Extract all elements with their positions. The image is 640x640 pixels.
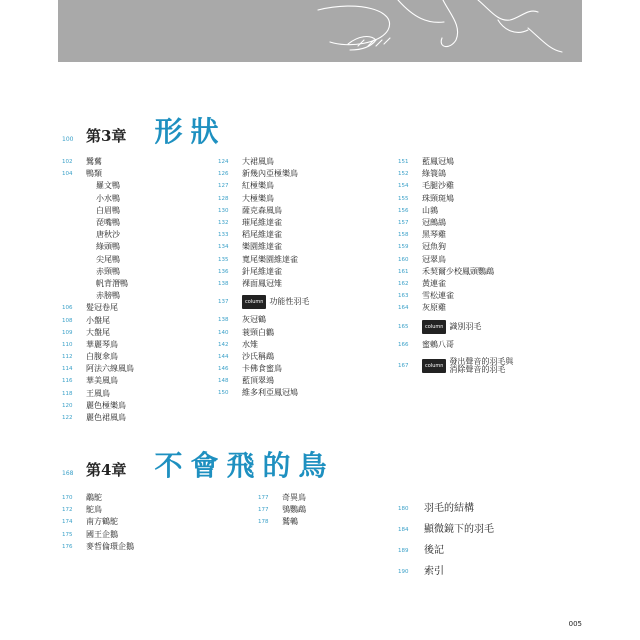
toc-entry-title: 藍鳳冠鳩 <box>422 157 454 167</box>
toc-entry <box>218 278 378 290</box>
toc-page-number: 190 <box>398 568 409 575</box>
toc-entry <box>398 266 578 278</box>
toc-entry <box>218 375 378 387</box>
toc-entry-title: 國王企鵝 <box>86 529 118 539</box>
chapter-3-column-2 <box>218 156 378 400</box>
toc-entry-title: 識別羽毛 <box>449 321 482 331</box>
toc-entry <box>218 326 378 338</box>
toc-entry <box>62 516 212 528</box>
toc-entry-title: 鷸鴕 <box>86 493 102 503</box>
toc-entry <box>218 156 378 168</box>
toc-entry <box>62 351 212 363</box>
toc-page-number: 134 <box>218 244 229 251</box>
toc-entry <box>398 180 578 192</box>
toc-entry-title: 鴨類 <box>86 169 102 179</box>
toc-entry-title: 藍頂翠鴗 <box>242 376 274 386</box>
chapter-label: 第4章 <box>86 461 127 479</box>
toc-page-number: 126 <box>218 171 229 178</box>
toc-entry-title: 白腹傘鳥 <box>86 352 118 362</box>
toc-entry-title: 水雉 <box>242 339 258 349</box>
toc-entry-title: 毛腿沙雞 <box>422 181 454 191</box>
toc-page-number: 178 <box>258 519 269 526</box>
toc-entry-title-line-2: 消除聲音的羽毛 <box>449 364 506 374</box>
toc-entry-title: 後記 <box>424 544 444 556</box>
toc-page-number: 120 <box>62 402 73 409</box>
toc-page-number: 128 <box>218 195 229 202</box>
toc-entry <box>398 205 578 217</box>
toc-entry <box>398 254 578 266</box>
toc-entry <box>62 541 212 553</box>
toc-page-number: 109 <box>62 329 73 336</box>
toc-entry-title: 鷺鶿 <box>86 157 102 167</box>
toc-page-number: 138 <box>218 317 229 324</box>
toc-entry <box>218 363 378 375</box>
toc-entry <box>398 290 578 302</box>
chapter-title: 形狀 <box>154 115 227 148</box>
toc-entry-title: 璀尾維達雀 <box>242 218 282 228</box>
toc-page-number: 161 <box>398 268 409 275</box>
toc-entry <box>398 519 578 540</box>
toc-page-number: 184 <box>398 526 409 533</box>
toc-page-number: 150 <box>218 390 229 397</box>
toc-entry <box>218 180 378 192</box>
toc-entry-title: 沙氏稱鵡 <box>242 351 274 361</box>
toc-entry <box>62 193 212 205</box>
toc-entry-title: 山鶉 <box>422 205 438 215</box>
toc-page-number: 165 <box>398 323 409 330</box>
toc-entry <box>62 412 212 424</box>
toc-entry-title: 裸面鳳冠雉 <box>242 278 282 288</box>
chapter-label: 第3章 <box>86 127 127 145</box>
toc-page-number: 116 <box>62 378 73 385</box>
toc-entry-title: 樂園維達雀 <box>242 242 282 252</box>
toc-page-number: 176 <box>62 543 73 550</box>
chapter-3-column-1 <box>62 156 212 424</box>
chapter-page-number: 168 <box>62 470 74 477</box>
toc-entry-title: 灰原雞 <box>422 303 446 313</box>
toc-entry-title: 黃連雀 <box>422 278 446 288</box>
toc-entry <box>62 278 212 290</box>
toc-entry-title: 白眉鴨 <box>96 205 120 215</box>
toc-entry-title: 鴕鳥 <box>86 505 102 515</box>
toc-entry-title: 鴞鸚鵡 <box>282 505 306 515</box>
toc-entry <box>62 327 212 339</box>
chapter-page-number: 100 <box>62 136 74 143</box>
toc-page-number: 189 <box>398 547 409 554</box>
toc-entry <box>218 339 378 351</box>
page-folio: 005 <box>568 620 582 628</box>
toc-entry <box>258 504 378 516</box>
toc-entry-title: 唐秋沙 <box>96 230 120 240</box>
toc-entry-title: 奇異鳥 <box>282 493 306 503</box>
toc-entry <box>398 320 578 332</box>
toc-entry <box>62 388 212 400</box>
chapter-4-column-2 <box>258 492 378 529</box>
toc-entry-title: 珠頸斑鳩 <box>422 193 454 203</box>
toc-entry-title: 南方鶴鴕 <box>86 517 118 527</box>
column-badge: column <box>422 320 446 334</box>
toc-page-number: 124 <box>218 159 229 166</box>
toc-entry-title: 雪松連雀 <box>422 291 454 301</box>
toc-entry-title: 大盤尾 <box>86 327 110 337</box>
toc-entry <box>62 400 212 412</box>
toc-entry <box>62 180 212 192</box>
toc-entry <box>218 296 378 308</box>
toc-entry-title: 赤膀鴨 <box>96 291 120 301</box>
toc-entry <box>62 302 212 314</box>
toc-entry <box>62 254 212 266</box>
toc-page-number: 140 <box>218 329 229 336</box>
toc-page-number: 146 <box>218 366 229 373</box>
toc-entry-title: 大極樂鳥 <box>242 193 274 203</box>
toc-entry-title: 維多利亞鳳冠鳩 <box>242 388 298 398</box>
toc-page-number: 130 <box>218 207 229 214</box>
toc-entry-title: 阿法六線風鳥 <box>86 364 134 374</box>
chapter-4-heading <box>62 444 334 484</box>
toc-entry-title: 小水鴨 <box>96 193 120 203</box>
toc-page-number: 110 <box>62 341 73 348</box>
toc-page-number: 172 <box>62 507 73 514</box>
toc-page-number: 142 <box>218 341 229 348</box>
toc-entry <box>218 351 378 363</box>
toc-entry-title: 禾契爾少校鳳頭鸚鵡 <box>422 266 494 276</box>
toc-entry <box>218 387 378 399</box>
toc-entry <box>258 516 378 528</box>
toc-entry-title: 薩克森風鳥 <box>242 205 282 215</box>
toc-page-number: 177 <box>258 495 269 502</box>
toc-entry-title: 王風鳥 <box>86 388 110 398</box>
toc-page-number: 159 <box>398 244 409 251</box>
toc-entry-title: 冠魚狗 <box>422 242 446 252</box>
toc-entry <box>62 229 212 241</box>
toc-entry-title: 灰冠鶴 <box>242 315 266 325</box>
toc-page-number: 118 <box>62 390 73 397</box>
column-badge: column <box>422 359 446 373</box>
toc-entry-title: 冠翠鳥 <box>422 254 446 264</box>
toc-entry-title: 黑琴雞 <box>422 230 446 240</box>
toc-page-number: 138 <box>218 280 229 287</box>
toc-entry <box>398 357 578 375</box>
toc-entry-title: 冠鷓鴣 <box>422 218 446 228</box>
toc-page-number: 102 <box>62 159 73 166</box>
toc-entry-title: 尖尾鴨 <box>96 254 120 264</box>
toc-entry <box>218 254 378 266</box>
toc-page-number: 166 <box>398 341 409 348</box>
toc-entry-title: 新幾內亞極樂鳥 <box>242 169 298 179</box>
toc-page-number: 135 <box>218 256 229 263</box>
toc-page-number: 112 <box>62 354 73 361</box>
toc-entry <box>62 241 212 253</box>
toc-entry <box>62 363 212 375</box>
toc-entry-title: 華麗琴鳥 <box>86 339 118 349</box>
toc-page-number: 122 <box>62 415 73 422</box>
toc-page-number: 157 <box>398 220 409 227</box>
toc-entry <box>62 492 212 504</box>
toc-page-number: 151 <box>398 159 409 166</box>
toc-entry <box>62 205 212 217</box>
toc-page-number: 167 <box>398 362 409 369</box>
toc-entry <box>218 266 378 278</box>
toc-page-number: 154 <box>398 183 409 190</box>
toc-entry <box>218 193 378 205</box>
bird-sketch-illustration <box>58 0 582 62</box>
toc-entry-title: 琵嘴鴨 <box>96 218 120 228</box>
toc-entry-title: 稻尾維達雀 <box>242 230 282 240</box>
toc-entry <box>218 229 378 241</box>
toc-entry-title: 寬尾樂園維達雀 <box>242 254 298 264</box>
toc-entry <box>398 540 578 561</box>
toc-entry-title: 麥哲倫環企鵝 <box>86 541 134 551</box>
toc-entry-title: 鷲鵪 <box>282 517 298 527</box>
toc-entry-title: 羅文鴨 <box>96 181 120 191</box>
toc-page-number: 164 <box>398 305 409 312</box>
toc-page-number: 108 <box>62 317 73 324</box>
toc-page-number: 162 <box>398 280 409 287</box>
toc-page-number: 114 <box>62 366 73 373</box>
toc-entry-title: 帆背潛鴨 <box>96 278 128 288</box>
toc-entry <box>62 168 212 180</box>
header-illustration-banner <box>58 0 582 62</box>
toc-entry-title: 功能性羽毛 <box>269 297 310 307</box>
toc-page-number: 170 <box>62 495 73 502</box>
toc-page-number: 106 <box>62 305 73 312</box>
toc-entry <box>218 241 378 253</box>
toc-page-number: 144 <box>218 353 229 360</box>
toc-entry <box>218 217 378 229</box>
toc-entry-title: 小盤尾 <box>86 315 110 325</box>
toc-entry <box>398 193 578 205</box>
toc-entry <box>398 168 578 180</box>
toc-entry-title: 發出聲音的羽毛與 <box>449 356 514 366</box>
chapter-3-heading <box>62 110 226 150</box>
chapter-title: 不會飛的鳥 <box>154 449 335 482</box>
toc-entry <box>398 217 578 229</box>
toc-entry <box>398 229 578 241</box>
toc-entry <box>398 302 578 314</box>
toc-page-number: 177 <box>258 507 269 514</box>
toc-entry <box>62 504 212 516</box>
toc-page-number: 174 <box>62 519 73 526</box>
toc-entry-title: 髮冠卷尾 <box>86 303 118 313</box>
column-badge: column <box>242 295 266 309</box>
toc-entry-title: 卡佛食蜜鳥 <box>242 364 282 374</box>
toc-entry <box>218 205 378 217</box>
toc-entry <box>62 290 212 302</box>
toc-page-number: 133 <box>218 232 229 239</box>
toc-page-number: 137 <box>218 299 229 306</box>
toc-page-number: 156 <box>398 207 409 214</box>
toc-entry-title: 赤頸鴨 <box>96 266 120 276</box>
table-of-contents <box>58 62 582 640</box>
toc-page-number: 155 <box>398 195 409 202</box>
toc-entry <box>218 168 378 180</box>
toc-page-number: 175 <box>62 531 73 538</box>
toc-entry <box>62 529 212 541</box>
toc-entry-title: 綠頭鴨 <box>96 242 120 252</box>
toc-entry <box>398 156 578 168</box>
toc-entry <box>62 375 212 387</box>
toc-page-number: 127 <box>218 183 229 190</box>
toc-entry <box>398 339 578 351</box>
toc-entry-title: 紅極樂鳥 <box>242 181 274 191</box>
chapter-4-column-1 <box>62 492 212 553</box>
toc-entry-title: 華美風鳥 <box>86 376 118 386</box>
toc-page-number: 163 <box>398 293 409 300</box>
toc-entry <box>398 498 578 519</box>
toc-page-number: 152 <box>398 171 409 178</box>
toc-entry <box>258 492 378 504</box>
toc-entry-title: 蓑頸白鸛 <box>242 327 274 337</box>
toc-entry <box>62 217 212 229</box>
toc-entry-title: 麗色極樂鳥 <box>86 400 126 410</box>
toc-entry-title: 羽毛的結構 <box>424 502 474 514</box>
toc-entry-title: 蜜鶇八哥 <box>422 339 454 349</box>
toc-entry-title: 索引 <box>424 565 444 577</box>
toc-entry <box>62 314 212 326</box>
toc-entry <box>62 266 212 278</box>
toc-entry-title: 大裙風鳥 <box>242 157 274 167</box>
chapter-3-column-3 <box>398 156 578 375</box>
toc-entry <box>218 314 378 326</box>
toc-entry <box>398 278 578 290</box>
toc-entry-title: 麗色裙風鳥 <box>86 413 126 423</box>
toc-entry-title: 針尾維達雀 <box>242 266 282 276</box>
toc-page-number: 104 <box>62 171 73 178</box>
toc-entry <box>398 561 578 582</box>
toc-page-number: 136 <box>218 268 229 275</box>
chapter-4-column-3 <box>398 498 578 582</box>
toc-page-number: 160 <box>398 256 409 263</box>
toc-entry-title: 綠簑鴿 <box>422 169 446 179</box>
toc-entry <box>62 156 212 168</box>
toc-page-number: 148 <box>218 378 229 385</box>
toc-page-number: 132 <box>218 220 229 227</box>
toc-entry-title: 顯微鏡下的羽毛 <box>424 523 494 535</box>
toc-entry <box>62 339 212 351</box>
toc-entry <box>398 241 578 253</box>
toc-page-number: 158 <box>398 232 409 239</box>
toc-page-number: 180 <box>398 505 409 512</box>
